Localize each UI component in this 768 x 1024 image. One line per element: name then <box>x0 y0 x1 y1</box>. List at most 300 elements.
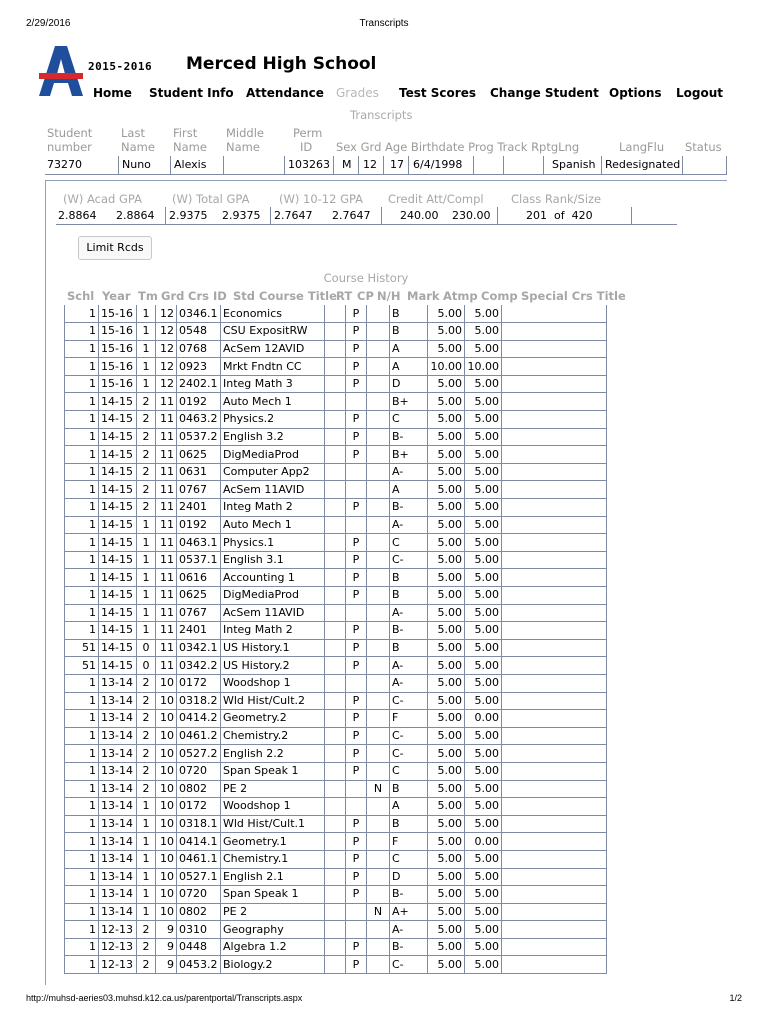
cell-mark: A- <box>390 921 428 939</box>
nav-home[interactable]: Home <box>93 86 132 100</box>
cell-cp: P <box>346 727 367 745</box>
col-grd: Grd <box>161 289 185 303</box>
cell-rt <box>325 710 346 728</box>
cell-nh <box>367 358 390 376</box>
cell-atmp: 5.00 <box>428 639 465 657</box>
table-row <box>65 657 607 675</box>
cell-course-title: Auto Mech 1 <box>221 516 325 534</box>
cell-nh <box>367 639 390 657</box>
hdr-10-12-gpa: (W) 10-12 GPA <box>279 192 364 206</box>
cell-grd: 11 <box>156 463 177 481</box>
cell-tm: 1 <box>137 340 156 358</box>
cell-mark: B- <box>390 428 428 446</box>
cell-comp: 5.00 <box>465 323 502 341</box>
cell-tm: 2 <box>137 727 156 745</box>
cell-grd: 12 <box>156 323 177 341</box>
cell-cp <box>346 903 367 921</box>
cell-rt <box>325 323 346 341</box>
cell-year: 14-15 <box>99 587 137 605</box>
table-row <box>65 921 607 939</box>
cell-rt <box>325 850 346 868</box>
cell-cp <box>346 393 367 411</box>
cell-mark: A- <box>390 516 428 534</box>
cell-crs-id: 0172 <box>177 798 221 816</box>
cell-grd: 12 <box>156 340 177 358</box>
cell-schl: 1 <box>65 481 99 499</box>
school-year: 2015-2016 <box>88 60 153 73</box>
cell-mark: A <box>390 340 428 358</box>
cell-nh <box>367 411 390 429</box>
cell-atmp: 5.00 <box>428 393 465 411</box>
nav-student-info[interactable]: Student Info <box>149 86 234 100</box>
cell-course-title: AcSem 12AVID <box>221 340 325 358</box>
cell-course-title: Chemistry.1 <box>221 850 325 868</box>
cell-nh <box>367 815 390 833</box>
table-row <box>65 956 607 974</box>
cell-year: 14-15 <box>99 639 137 657</box>
course-history-table <box>64 305 607 974</box>
cell-crs-id: 0537.2 <box>177 428 221 446</box>
cell-atmp: 5.00 <box>428 798 465 816</box>
cell-tm: 1 <box>137 815 156 833</box>
student-info-row <box>45 156 727 175</box>
cell-crs-id: 0625 <box>177 587 221 605</box>
hdr-middle: Middle <box>226 126 264 140</box>
cell-special-title <box>502 639 607 657</box>
page-subtitle: Transcripts <box>350 108 413 122</box>
cell-rt <box>325 903 346 921</box>
cell-cp: P <box>346 833 367 851</box>
cell-comp: 5.00 <box>465 956 502 974</box>
cell-atmp: 5.00 <box>428 516 465 534</box>
cell-year: 13-14 <box>99 762 137 780</box>
cell-mark: B <box>390 639 428 657</box>
cell-mark: B <box>390 780 428 798</box>
cell-schl: 1 <box>65 463 99 481</box>
cell-grd: 11 <box>156 393 177 411</box>
cell-atmp: 5.00 <box>428 938 465 956</box>
cell-tm: 1 <box>137 833 156 851</box>
cell-atmp: 5.00 <box>428 815 465 833</box>
cell-grd: 11 <box>156 534 177 552</box>
cell-course-title: Span Speak 1 <box>221 886 325 904</box>
table-row <box>65 622 607 640</box>
cell-atmp: 5.00 <box>428 534 465 552</box>
cell-crs-id: 0720 <box>177 762 221 780</box>
cell-tm: 1 <box>137 375 156 393</box>
col-year: Year <box>102 289 131 303</box>
cell-atmp: 5.00 <box>428 305 465 323</box>
cell-nh <box>367 622 390 640</box>
cell-nh <box>367 428 390 446</box>
student-first-name: Alexis <box>174 158 207 171</box>
credit-completed: 230.00 <box>452 209 491 222</box>
cell-grd: 11 <box>156 481 177 499</box>
cell-comp: 5.00 <box>465 762 502 780</box>
cell-course-title: PE 2 <box>221 903 325 921</box>
cell-mark: D <box>390 868 428 886</box>
cell-comp: 5.00 <box>465 411 502 429</box>
cell-cp: P <box>346 956 367 974</box>
cell-grd: 11 <box>156 569 177 587</box>
table-row <box>65 674 607 692</box>
cell-schl: 1 <box>65 569 99 587</box>
cell-tm: 1 <box>137 868 156 886</box>
cell-mark: B+ <box>390 446 428 464</box>
cell-course-title: Geography <box>221 921 325 939</box>
cell-mark: B <box>390 305 428 323</box>
cell-comp: 5.00 <box>465 463 502 481</box>
cell-comp: 5.00 <box>465 534 502 552</box>
cell-atmp: 5.00 <box>428 463 465 481</box>
cell-comp: 5.00 <box>465 921 502 939</box>
cell-special-title <box>502 850 607 868</box>
cell-atmp: 5.00 <box>428 903 465 921</box>
cell-cp <box>346 463 367 481</box>
table-row <box>65 886 607 904</box>
transcript-panel <box>45 180 727 985</box>
cell-course-title: Physics.2 <box>221 411 325 429</box>
cell-grd: 11 <box>156 499 177 517</box>
cell-crs-id: 0448 <box>177 938 221 956</box>
col-mark: Mark <box>407 289 440 303</box>
cell-special-title <box>502 727 607 745</box>
table-row <box>65 938 607 956</box>
cell-rt <box>325 534 346 552</box>
cell-cp <box>346 780 367 798</box>
cell-comp: 0.00 <box>465 833 502 851</box>
table-row <box>65 815 607 833</box>
cell-rt <box>325 938 346 956</box>
cell-grd: 10 <box>156 727 177 745</box>
cell-atmp: 5.00 <box>428 340 465 358</box>
cell-tm: 1 <box>137 798 156 816</box>
table-row <box>65 587 607 605</box>
print-title: Transcripts <box>359 18 409 29</box>
cell-tm: 0 <box>137 657 156 675</box>
cell-comp: 5.00 <box>465 499 502 517</box>
cell-atmp: 5.00 <box>428 727 465 745</box>
cell-special-title <box>502 411 607 429</box>
student-langflu: Redesignated <box>605 158 681 171</box>
cell-special-title <box>502 340 607 358</box>
credit-attempted: 240.00 <box>400 209 439 222</box>
cell-special-title <box>502 798 607 816</box>
cell-year: 14-15 <box>99 657 137 675</box>
tenth-gpa-weighted: 2.7647 <box>274 209 313 222</box>
cell-special-title <box>502 446 607 464</box>
cell-year: 12-13 <box>99 956 137 974</box>
cell-grd: 12 <box>156 305 177 323</box>
cell-atmp: 5.00 <box>428 411 465 429</box>
cell-mark: A <box>390 798 428 816</box>
cell-nh <box>367 692 390 710</box>
hdr-rest: Sex Grd Age Birthdate Prog Track RptgLng <box>336 140 580 154</box>
cell-tm: 2 <box>137 481 156 499</box>
print-date: 2/29/2016 <box>26 18 71 29</box>
nav-change-student[interactable]: Change Student <box>490 86 599 100</box>
cell-comp: 5.00 <box>465 428 502 446</box>
cell-schl: 1 <box>65 499 99 517</box>
table-row <box>65 358 607 376</box>
col-special: Special Crs Title <box>521 289 626 303</box>
cell-crs-id: 0318.1 <box>177 815 221 833</box>
cell-atmp: 5.00 <box>428 323 465 341</box>
table-row <box>65 569 607 587</box>
cell-year: 12-13 <box>99 938 137 956</box>
print-header <box>26 18 742 32</box>
cell-nh <box>367 323 390 341</box>
cell-nh <box>367 956 390 974</box>
cell-grd: 11 <box>156 516 177 534</box>
cell-schl: 1 <box>65 850 99 868</box>
cell-schl: 1 <box>65 938 99 956</box>
cell-year: 13-14 <box>99 833 137 851</box>
hdr-last: Last <box>121 126 145 140</box>
cell-comp: 5.00 <box>465 516 502 534</box>
cell-course-title: US History.1 <box>221 639 325 657</box>
hdr-credit: Credit Att/Compl <box>388 192 484 206</box>
cell-schl: 1 <box>65 762 99 780</box>
cell-cp: P <box>346 358 367 376</box>
table-row <box>65 692 607 710</box>
cell-nh <box>367 516 390 534</box>
cell-comp: 5.00 <box>465 639 502 657</box>
cell-nh <box>367 340 390 358</box>
cell-mark: C- <box>390 745 428 763</box>
cell-course-title: PE 2 <box>221 780 325 798</box>
cell-rt <box>325 833 346 851</box>
cell-year: 13-14 <box>99 674 137 692</box>
cell-mark: B <box>390 587 428 605</box>
hdr-total-gpa: (W) Total GPA <box>172 192 250 206</box>
cell-schl: 1 <box>65 727 99 745</box>
cell-schl: 1 <box>65 516 99 534</box>
cell-course-title: Span Speak 1 <box>221 762 325 780</box>
cell-crs-id: 2401 <box>177 499 221 517</box>
cell-special-title <box>502 516 607 534</box>
hdr-middle-name: Name <box>226 140 260 154</box>
col-rt: RT <box>336 289 353 303</box>
cell-special-title <box>502 428 607 446</box>
cell-tm: 2 <box>137 921 156 939</box>
cell-tm: 1 <box>137 323 156 341</box>
cell-mark: D <box>390 375 428 393</box>
cell-atmp: 5.00 <box>428 446 465 464</box>
cell-rt <box>325 428 346 446</box>
table-row <box>65 305 607 323</box>
table-row <box>65 868 607 886</box>
cell-grd: 10 <box>156 868 177 886</box>
cell-nh <box>367 551 390 569</box>
cell-nh <box>367 534 390 552</box>
cell-special-title <box>502 921 607 939</box>
cell-course-title: Geometry.2 <box>221 710 325 728</box>
cell-mark: A <box>390 481 428 499</box>
cell-crs-id: 0342.1 <box>177 639 221 657</box>
cell-comp: 5.00 <box>465 815 502 833</box>
cell-atmp: 5.00 <box>428 956 465 974</box>
cell-nh: N <box>367 903 390 921</box>
cell-nh <box>367 674 390 692</box>
cell-comp: 5.00 <box>465 850 502 868</box>
cell-special-title <box>502 780 607 798</box>
cell-crs-id: 0461.2 <box>177 727 221 745</box>
cell-atmp: 5.00 <box>428 921 465 939</box>
cell-special-title <box>502 745 607 763</box>
cell-rt <box>325 798 346 816</box>
cell-mark: B <box>390 323 428 341</box>
cell-year: 14-15 <box>99 481 137 499</box>
nav-options[interactable]: Options <box>609 86 662 100</box>
cell-nh <box>367 305 390 323</box>
cell-cp: P <box>346 587 367 605</box>
cell-year: 14-15 <box>99 446 137 464</box>
cell-cp <box>346 604 367 622</box>
cell-year: 14-15 <box>99 393 137 411</box>
cell-crs-id: 0414.2 <box>177 710 221 728</box>
cell-rt <box>325 393 346 411</box>
cell-mark: C <box>390 411 428 429</box>
cell-course-title: Biology.2 <box>221 956 325 974</box>
cell-atmp: 5.00 <box>428 850 465 868</box>
cell-rt <box>325 692 346 710</box>
cell-comp: 5.00 <box>465 375 502 393</box>
cell-year: 13-14 <box>99 868 137 886</box>
cell-grd: 10 <box>156 815 177 833</box>
cell-schl: 1 <box>65 692 99 710</box>
cell-comp: 5.00 <box>465 745 502 763</box>
limit-records-button[interactable]: Limit Rcds <box>78 236 152 260</box>
cell-cp: P <box>346 551 367 569</box>
cell-tm: 2 <box>137 463 156 481</box>
total-gpa-weighted: 2.9375 <box>169 209 208 222</box>
cell-mark: B- <box>390 622 428 640</box>
cell-crs-id: 0802 <box>177 780 221 798</box>
cell-crs-id: 0768 <box>177 340 221 358</box>
cell-mark: B <box>390 815 428 833</box>
cell-special-title <box>502 674 607 692</box>
table-row <box>65 850 607 868</box>
cell-grd: 10 <box>156 833 177 851</box>
table-row <box>65 393 607 411</box>
cell-course-title: Chemistry.2 <box>221 727 325 745</box>
col-tm: Tm <box>138 289 158 303</box>
cell-cp <box>346 674 367 692</box>
cell-special-title <box>502 903 607 921</box>
cell-grd: 10 <box>156 886 177 904</box>
cell-special-title <box>502 534 607 552</box>
nav-grades[interactable]: Grades <box>336 86 379 100</box>
cell-rt <box>325 956 346 974</box>
cell-special-title <box>502 604 607 622</box>
cell-course-title: DigMediaProd <box>221 446 325 464</box>
cell-year: 13-14 <box>99 780 137 798</box>
nav-test-scores[interactable]: Test Scores <box>399 86 476 100</box>
cell-course-title: Accounting 1 <box>221 569 325 587</box>
cell-rt <box>325 745 346 763</box>
cell-rt <box>325 358 346 376</box>
cell-atmp: 5.00 <box>428 551 465 569</box>
cell-cp <box>346 481 367 499</box>
cell-crs-id: 0802 <box>177 903 221 921</box>
cell-crs-id: 0923 <box>177 358 221 376</box>
cell-year: 14-15 <box>99 499 137 517</box>
student-last-name: Nuno <box>122 158 151 171</box>
cell-schl: 1 <box>65 921 99 939</box>
cell-tm: 2 <box>137 411 156 429</box>
cell-special-title <box>502 710 607 728</box>
nav-attendance[interactable]: Attendance <box>246 86 324 100</box>
cell-year: 13-14 <box>99 903 137 921</box>
cell-course-title: Mrkt Fndtn CC <box>221 358 325 376</box>
cell-schl: 1 <box>65 815 99 833</box>
cell-cp: P <box>346 534 367 552</box>
student-sex: M <box>342 158 352 171</box>
cell-course-title: AcSem 11AVID <box>221 604 325 622</box>
cell-rt <box>325 340 346 358</box>
cell-comp: 5.00 <box>465 551 502 569</box>
cell-grd: 11 <box>156 639 177 657</box>
cell-year: 13-14 <box>99 815 137 833</box>
cell-atmp: 5.00 <box>428 657 465 675</box>
cell-atmp: 5.00 <box>428 622 465 640</box>
cell-atmp: 5.00 <box>428 587 465 605</box>
cell-crs-id: 0720 <box>177 886 221 904</box>
col-cp: CP <box>357 289 374 303</box>
hdr-acad-gpa: (W) Acad GPA <box>63 192 142 206</box>
cell-grd: 11 <box>156 604 177 622</box>
cell-crs-id: 0310 <box>177 921 221 939</box>
cell-rt <box>325 868 346 886</box>
cell-mark: B <box>390 569 428 587</box>
cell-schl: 1 <box>65 428 99 446</box>
col-title: Std Course Title <box>233 289 337 303</box>
cell-course-title: Integ Math 2 <box>221 499 325 517</box>
cell-rt <box>325 604 346 622</box>
cell-cp: P <box>346 938 367 956</box>
cell-schl: 1 <box>65 551 99 569</box>
cell-year: 13-14 <box>99 850 137 868</box>
table-row <box>65 639 607 657</box>
cell-tm: 2 <box>137 499 156 517</box>
cell-crs-id: 0192 <box>177 516 221 534</box>
cell-cp <box>346 516 367 534</box>
cell-year: 15-16 <box>99 358 137 376</box>
print-footer <box>26 993 742 1007</box>
cell-tm: 2 <box>137 710 156 728</box>
cell-rt <box>325 446 346 464</box>
cell-comp: 5.00 <box>465 886 502 904</box>
cell-grd: 10 <box>156 710 177 728</box>
cell-year: 14-15 <box>99 551 137 569</box>
cell-schl: 1 <box>65 956 99 974</box>
cell-schl: 1 <box>65 798 99 816</box>
cell-special-title <box>502 323 607 341</box>
cell-mark: A- <box>390 657 428 675</box>
nav-logout[interactable]: Logout <box>676 86 724 100</box>
table-row <box>65 710 607 728</box>
cell-year: 14-15 <box>99 411 137 429</box>
cell-crs-id: 0463.1 <box>177 534 221 552</box>
cell-grd: 9 <box>156 921 177 939</box>
table-row <box>65 428 607 446</box>
cell-year: 14-15 <box>99 463 137 481</box>
table-row <box>65 481 607 499</box>
cell-special-title <box>502 499 607 517</box>
cell-schl: 1 <box>65 868 99 886</box>
cell-grd: 10 <box>156 674 177 692</box>
